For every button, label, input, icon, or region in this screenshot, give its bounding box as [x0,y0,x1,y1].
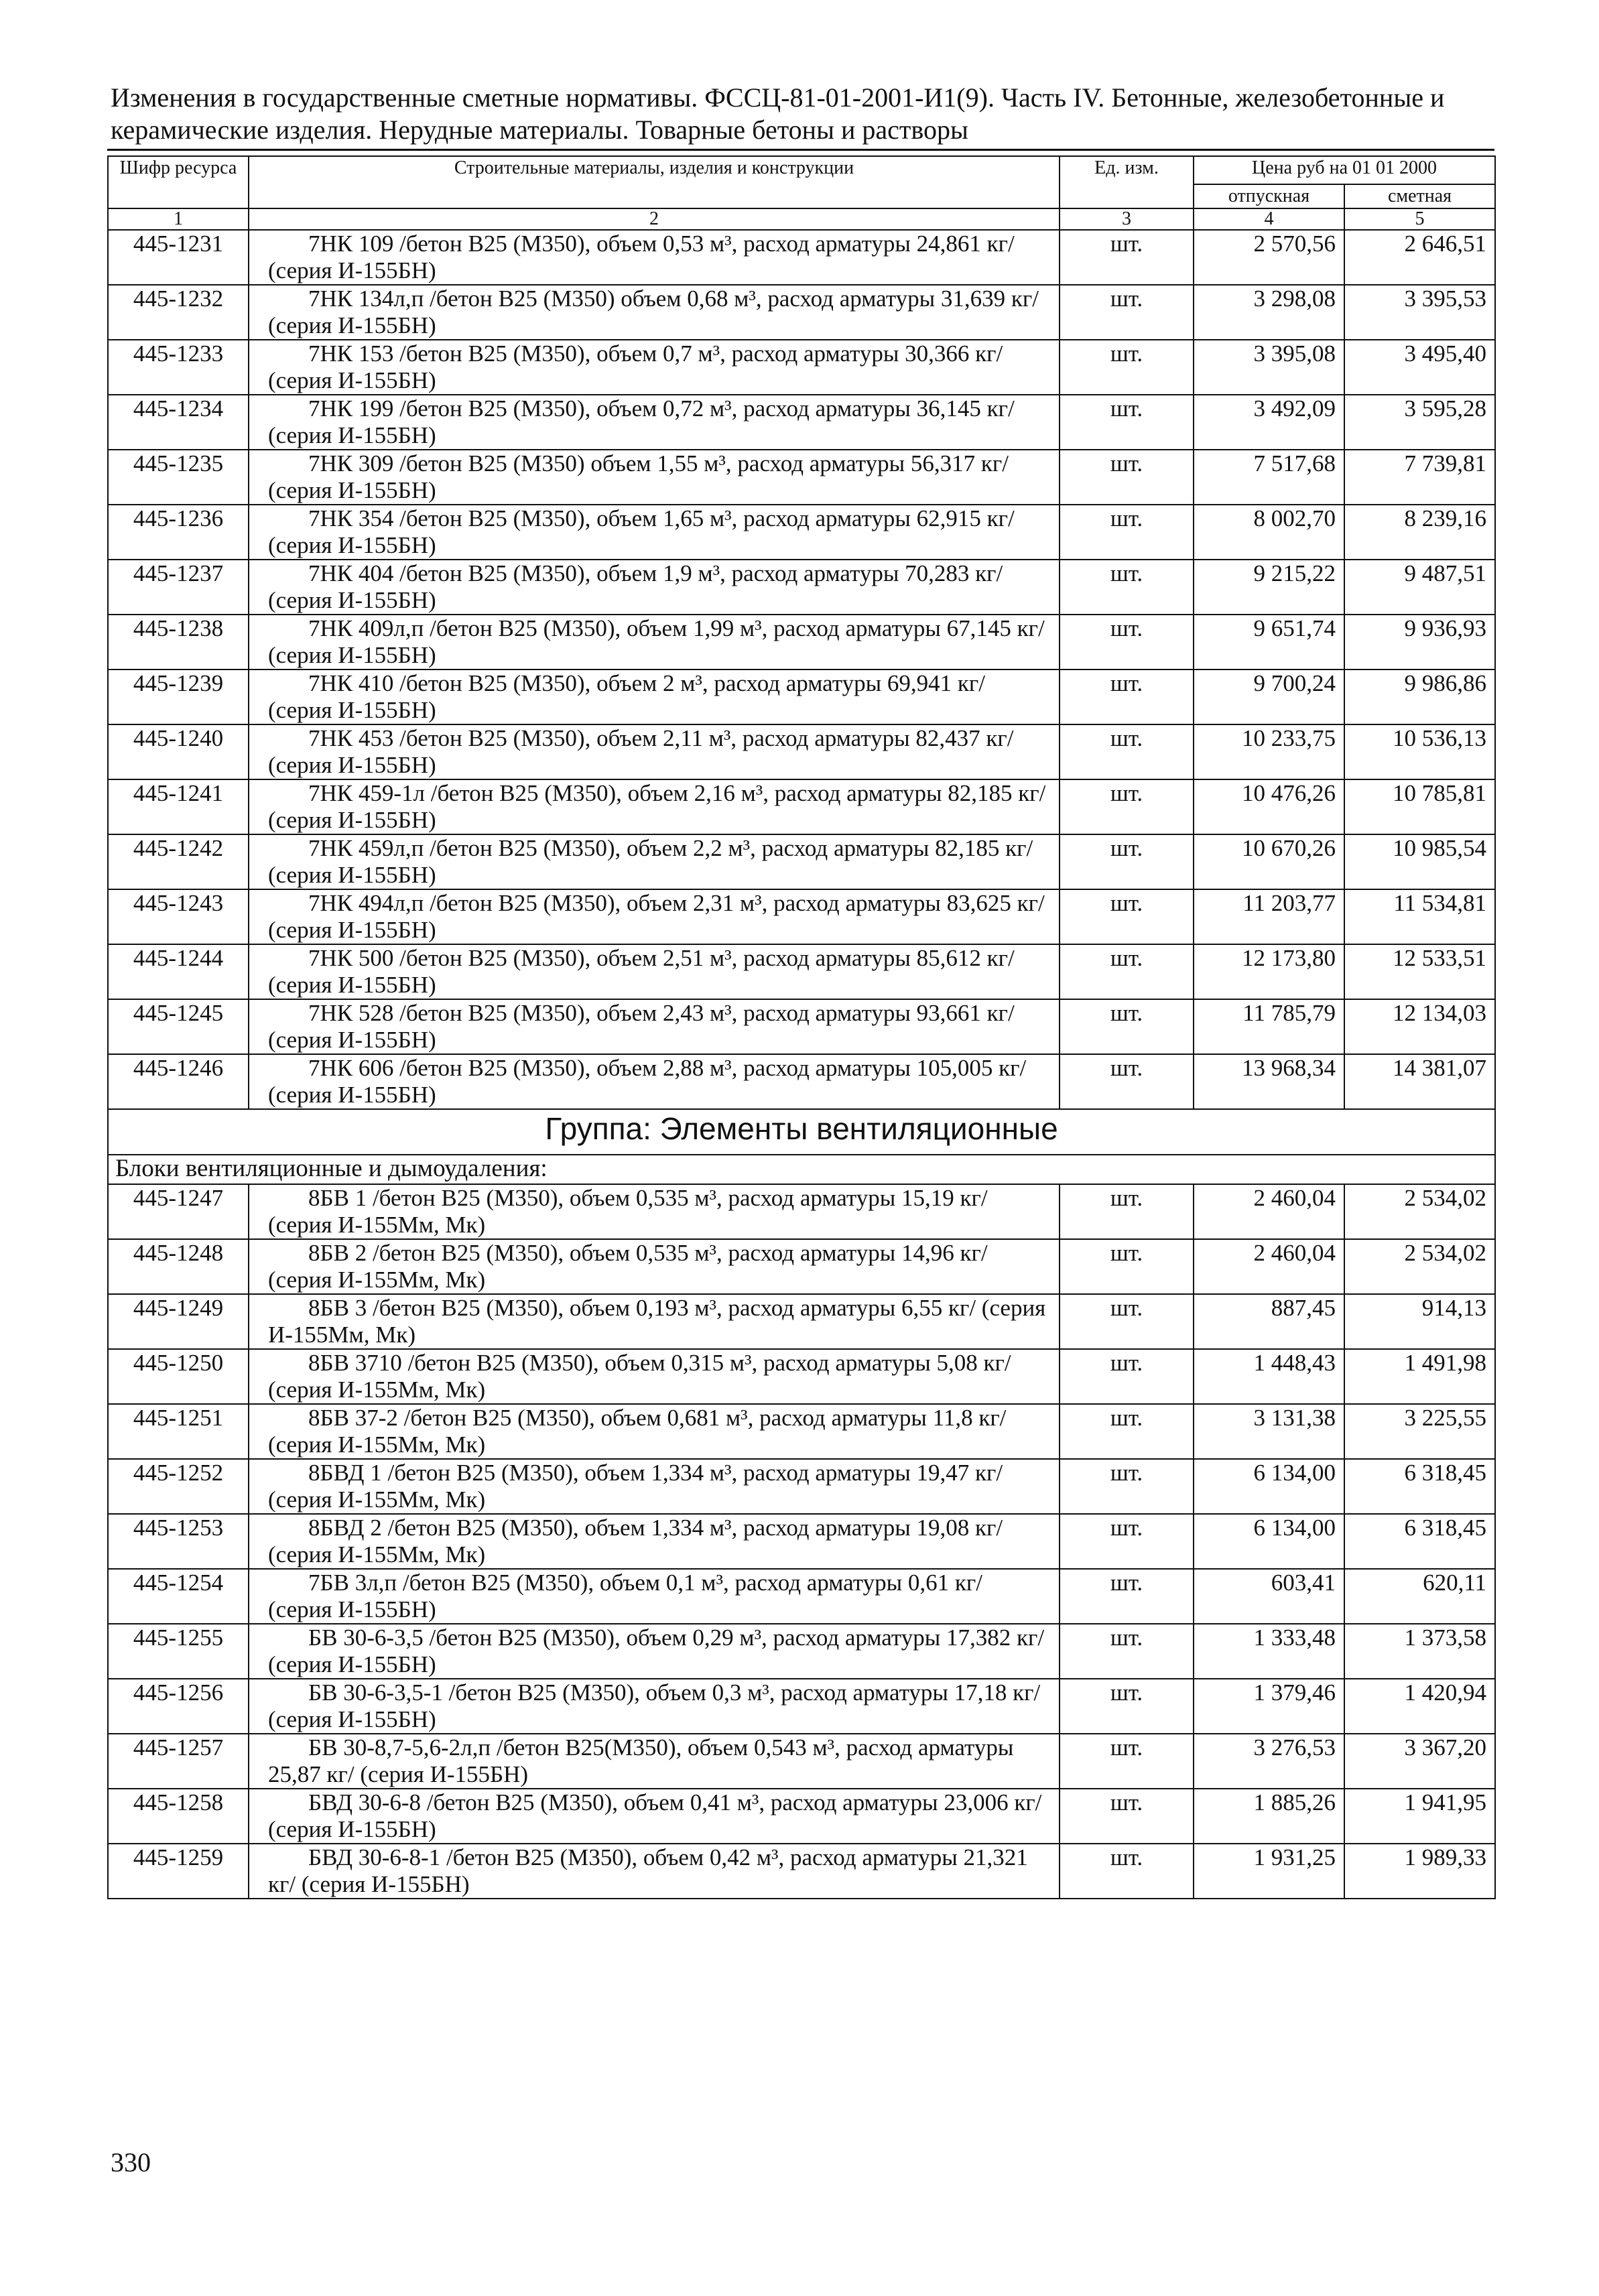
resource-code: 445-1248 [108,1239,249,1294]
resource-code: 445-1237 [108,560,249,615]
material-name: 7НК 459-1л /бетон В25 (М350), объем 2,16 м³, расход арматуры 82,185 кг/ (серия И-155БН) [249,779,1060,834]
table-row [108,1239,1495,1294]
resource-code: 445-1250 [108,1349,249,1404]
unit: шт. [1060,1294,1194,1349]
price-release: 1 448,43 [1194,1349,1344,1404]
table-row [108,1789,1495,1844]
column-number: 1 [108,208,249,230]
table-row [108,230,1495,285]
header-price-group: Цена руб на 01 01 2000 [1194,156,1495,184]
price-estimate: 8 239,16 [1344,505,1495,560]
resource-code: 445-1238 [108,615,249,669]
price-estimate: 3 495,40 [1344,340,1495,395]
price-release: 10 476,26 [1194,779,1344,834]
table-row [108,1054,1495,1109]
price-estimate: 1 373,58 [1344,1624,1495,1679]
material-name: 7НК 199 /бетон В25 (М350), объем 0,72 м³, расход арматуры 36,145 кг/ (серия И-155БН) [249,395,1060,450]
header-code: Шифр ресурса [108,156,249,208]
unit: шт. [1060,1404,1194,1459]
price-release: 10 670,26 [1194,834,1344,889]
unit: шт. [1060,999,1194,1054]
group-title: Группа: Элементы вентиляционные [108,1109,1495,1155]
price-estimate: 12 533,51 [1344,944,1495,999]
resource-code: 445-1253 [108,1514,249,1569]
material-name: 7БВ 3л,п /бетон В25 (М350), объем 0,1 м³, расход арматуры 0,61 кг/ (серия И-155БН) [249,1569,1060,1624]
resource-code: 445-1233 [108,340,249,395]
table-row [108,999,1495,1054]
price-estimate: 2 646,51 [1344,230,1495,285]
unit: шт. [1060,395,1194,450]
unit: шт. [1060,889,1194,944]
material-name: 7НК 354 /бетон В25 (М350), объем 1,65 м³, расход арматуры 62,915 кг/ (серия И-155БН) [249,505,1060,560]
price-estimate: 914,13 [1344,1294,1495,1349]
table-row [108,1294,1495,1349]
resource-code: 445-1241 [108,779,249,834]
table-row [108,285,1495,340]
table-row [108,889,1495,944]
price-estimate: 12 134,03 [1344,999,1495,1054]
table-row [108,1844,1495,1899]
price-release: 1 333,48 [1194,1624,1344,1679]
header-price-release: отпускная [1194,184,1344,208]
table-row [108,1184,1495,1239]
price-release: 887,45 [1194,1294,1344,1349]
material-name: 8БВ 2 /бетон В25 (М350), объем 0,535 м³, расход арматуры 14,96 кг/ (серия И-155Мм, Мк) [249,1239,1060,1294]
resource-code: 445-1234 [108,395,249,450]
price-estimate: 6 318,45 [1344,1514,1495,1569]
unit: шт. [1060,1844,1194,1899]
unit: шт. [1060,1679,1194,1734]
table-row [108,615,1495,669]
material-name: 7НК 409л,п /бетон В25 (М350), объем 1,99 м³, расход арматуры 67,145 кг/ (серия И-155БН) [249,615,1060,669]
price-release: 6 134,00 [1194,1459,1344,1514]
group-section [108,1109,1495,1184]
price-release: 3 492,09 [1194,395,1344,450]
document-title: Изменения в государственные сметные нормативы. ФССЦ-81-01-2001-И1(9). Часть IV. Бетонные, железобетонные и керамические изделия. Нерудные материалы. Товарные бетоны и растворы [111,82,1445,145]
table-row [108,724,1495,779]
unit: шт. [1060,1734,1194,1789]
table-row [108,340,1495,395]
resource-code: 445-1231 [108,230,249,285]
material-name: 8БВ 37-2 /бетон В25 (М350), объем 0,681 м³, расход арматуры 11,8 кг/ (серия И-155Мм, Мк) [249,1404,1060,1459]
column-number: 4 [1194,208,1344,230]
unit: шт. [1060,1514,1194,1569]
resource-code: 445-1259 [108,1844,249,1899]
material-name: 7НК 109 /бетон В25 (М350), объем 0,53 м³, расход арматуры 24,861 кг/ (серия И-155БН) [249,230,1060,285]
price-estimate: 3 595,28 [1344,395,1495,450]
price-release: 3 298,08 [1194,285,1344,340]
unit: шт. [1060,1239,1194,1294]
header-unit: Ед. изм. [1060,156,1194,208]
unit: шт. [1060,1054,1194,1109]
resource-code: 445-1243 [108,889,249,944]
column-number: 5 [1344,208,1495,230]
price-release: 9 651,74 [1194,615,1344,669]
price-table [107,155,1496,1899]
resource-code: 445-1236 [108,505,249,560]
price-estimate: 9 487,51 [1344,560,1495,615]
unit: шт. [1060,1789,1194,1844]
price-estimate: 2 534,02 [1344,1239,1495,1294]
material-name: 8БВД 2 /бетон В25 (М350), объем 1,334 м³, расход арматуры 19,08 кг/ (серия И-155Мм, Мк) [249,1514,1060,1569]
resource-code: 445-1252 [108,1459,249,1514]
price-estimate: 3 367,20 [1344,1734,1495,1789]
table-row [108,779,1495,834]
price-release: 1 931,25 [1194,1844,1344,1899]
material-name: 7НК 309 /бетон В25 (М350) объем 1,55 м³, расход арматуры 56,317 кг/ (серия И-155БН) [249,450,1060,505]
material-name: 7НК 500 /бетон В25 (М350), объем 2,51 м³, расход арматуры 85,612 кг/ (серия И-155БН) [249,944,1060,999]
price-release: 2 570,56 [1194,230,1344,285]
unit: шт. [1060,1569,1194,1624]
price-release: 11 785,79 [1194,999,1344,1054]
unit: шт. [1060,560,1194,615]
group-row [108,1109,1495,1155]
price-estimate: 7 739,81 [1344,450,1495,505]
header-name: Строительные материалы, изделия и конструкции [249,156,1060,208]
subgroup-title: Блоки вентиляционные и дымоудаления: [108,1155,1495,1184]
table-row [108,1569,1495,1624]
header-price-estimate: сметная [1344,184,1495,208]
unit: шт. [1060,340,1194,395]
price-estimate: 3 225,55 [1344,1404,1495,1459]
table-row [108,1679,1495,1734]
material-name: БВ 30-8,7-5,6-2л,п /бетон В25(М350), объем 0,543 м³, расход арматуры 25,87 кг/ (серия И-155БН) [249,1734,1060,1789]
material-name: 7НК 453 /бетон В25 (М350), объем 2,11 м³, расход арматуры 82,437 кг/ (серия И-155БН) [249,724,1060,779]
resource-code: 445-1247 [108,1184,249,1239]
material-name: 7НК 153 /бетон В25 (М350), объем 0,7 м³, расход арматуры 30,366 кг/ (серия И-155БН) [249,340,1060,395]
price-estimate: 2 534,02 [1344,1184,1495,1239]
resource-code: 445-1232 [108,285,249,340]
table-row [108,1404,1495,1459]
unit: шт. [1060,1349,1194,1404]
unit: шт. [1060,1184,1194,1239]
resource-code: 445-1239 [108,669,249,724]
resource-code: 445-1255 [108,1624,249,1679]
price-estimate: 1 420,94 [1344,1679,1495,1734]
unit: шт. [1060,230,1194,285]
price-release: 603,41 [1194,1569,1344,1624]
price-release: 2 460,04 [1194,1239,1344,1294]
material-name: 7НК 404 /бетон В25 (М350), объем 1,9 м³, расход арматуры 70,283 кг/ (серия И-155БН) [249,560,1060,615]
price-release: 2 460,04 [1194,1184,1344,1239]
subgroup-row [108,1155,1495,1184]
unit: шт. [1060,669,1194,724]
material-name: БВД 30-6-8 /бетон В25 (М350), объем 0,41 м³, расход арматуры 23,006 кг/ (серия И-155БН) [249,1789,1060,1844]
price-estimate: 10 785,81 [1344,779,1495,834]
resource-code: 445-1235 [108,450,249,505]
unit: шт. [1060,505,1194,560]
material-name: БВД 30-6-8-1 /бетон В25 (М350), объем 0,42 м³, расход арматуры 21,321 кг/ (серия И-155БН) [249,1844,1060,1899]
table-row [108,669,1495,724]
material-name: БВ 30-6-3,5-1 /бетон В25 (М350), объем 0,3 м³, расход арматуры 17,18 кг/ (серия И-155БН) [249,1679,1060,1734]
resource-code: 445-1245 [108,999,249,1054]
price-estimate: 620,11 [1344,1569,1495,1624]
column-number: 3 [1060,208,1194,230]
table-row [108,1734,1495,1789]
resource-code: 445-1256 [108,1679,249,1734]
resource-code: 445-1246 [108,1054,249,1109]
material-name: 7НК 494л,п /бетон В25 (М350), объем 2,31 м³, расход арматуры 83,625 кг/ (серия И-155БН) [249,889,1060,944]
column-number-row [108,208,1495,230]
unit: шт. [1060,1624,1194,1679]
unit: шт. [1060,834,1194,889]
price-release: 6 134,00 [1194,1514,1344,1569]
price-estimate: 1 989,33 [1344,1844,1495,1899]
resource-code: 445-1242 [108,834,249,889]
price-estimate: 3 395,53 [1344,285,1495,340]
price-release: 7 517,68 [1194,450,1344,505]
unit: шт. [1060,615,1194,669]
material-name: 7НК 528 /бетон В25 (М350), объем 2,43 м³, расход арматуры 93,661 кг/ (серия И-155БН) [249,999,1060,1054]
price-estimate: 14 381,07 [1344,1054,1495,1109]
table-row [108,1459,1495,1514]
material-name: 8БВ 3710 /бетон В25 (М350), объем 0,315 м³, расход арматуры 5,08 кг/ (серия И-155Мм, Мк) [249,1349,1060,1404]
material-name: 8БВ 3 /бетон В25 (М350), объем 0,193 м³, расход арматуры 6,55 кг/ (серия И-155Мм, Мк) [249,1294,1060,1349]
price-release: 13 968,34 [1194,1054,1344,1109]
unit: шт. [1060,1459,1194,1514]
material-name: БВ 30-6-3,5 /бетон В25 (М350), объем 0,29 м³, расход арматуры 17,382 кг/ (серия И-155БН) [249,1624,1060,1679]
resource-code: 445-1258 [108,1789,249,1844]
resource-code: 445-1249 [108,1294,249,1349]
material-name: 7НК 134л,п /бетон В25 (М350) объем 0,68 м³, расход арматуры 31,639 кг/ (серия И-155БН) [249,285,1060,340]
column-number: 2 [249,208,1060,230]
resource-code: 445-1240 [108,724,249,779]
price-estimate: 1 491,98 [1344,1349,1495,1404]
price-estimate: 6 318,45 [1344,1459,1495,1514]
resource-code: 445-1254 [108,1569,249,1624]
table-row [108,944,1495,999]
price-release: 3 276,53 [1194,1734,1344,1789]
price-estimate: 9 986,86 [1344,669,1495,724]
unit: шт. [1060,779,1194,834]
table-row [108,1514,1495,1569]
price-release: 11 203,77 [1194,889,1344,944]
price-release: 12 173,80 [1194,944,1344,999]
price-release: 9 215,22 [1194,560,1344,615]
material-name: 7НК 410 /бетон В25 (М350), объем 2 м³, расход арматуры 69,941 кг/ (серия И-155БН) [249,669,1060,724]
unit: шт. [1060,724,1194,779]
price-release: 1 379,46 [1194,1679,1344,1734]
title-rule [107,149,1494,151]
table-row [108,560,1495,615]
page-number: 330 [111,2147,151,2177]
price-estimate: 11 534,81 [1344,889,1495,944]
price-release: 8 002,70 [1194,505,1344,560]
price-release: 10 233,75 [1194,724,1344,779]
price-release: 9 700,24 [1194,669,1344,724]
price-release: 3 395,08 [1194,340,1344,395]
table-body-part2 [108,1184,1495,1899]
price-estimate: 9 936,93 [1344,615,1495,669]
price-estimate: 10 536,13 [1344,724,1495,779]
resource-code: 445-1244 [108,944,249,999]
material-name: 7НК 459л,п /бетон В25 (М350), объем 2,2 м³, расход арматуры 82,185 кг/ (серия И-155БН) [249,834,1060,889]
table-row [108,450,1495,505]
material-name: 7НК 606 /бетон В25 (М350), объем 2,88 м³, расход арматуры 105,005 кг/ (серия И-155БН) [249,1054,1060,1109]
price-release: 3 131,38 [1194,1404,1344,1459]
table-row [108,1349,1495,1404]
table-body-part1 [108,230,1495,1109]
table-row [108,834,1495,889]
table-row [108,395,1495,450]
table-row [108,505,1495,560]
price-estimate: 10 985,54 [1344,834,1495,889]
material-name: 8БВД 1 /бетон В25 (М350), объем 1,334 м³, расход арматуры 19,47 кг/ (серия И-155Мм, Мк) [249,1459,1060,1514]
unit: шт. [1060,450,1194,505]
price-estimate: 1 941,95 [1344,1789,1495,1844]
table-row [108,1624,1495,1679]
resource-code: 445-1257 [108,1734,249,1789]
price-release: 1 885,26 [1194,1789,1344,1844]
unit: шт. [1060,944,1194,999]
unit: шт. [1060,285,1194,340]
resource-code: 445-1251 [108,1404,249,1459]
material-name: 8БВ 1 /бетон В25 (М350), объем 0,535 м³, расход арматуры 15,19 кг/ (серия И-155Мм, Мк) [249,1184,1060,1239]
